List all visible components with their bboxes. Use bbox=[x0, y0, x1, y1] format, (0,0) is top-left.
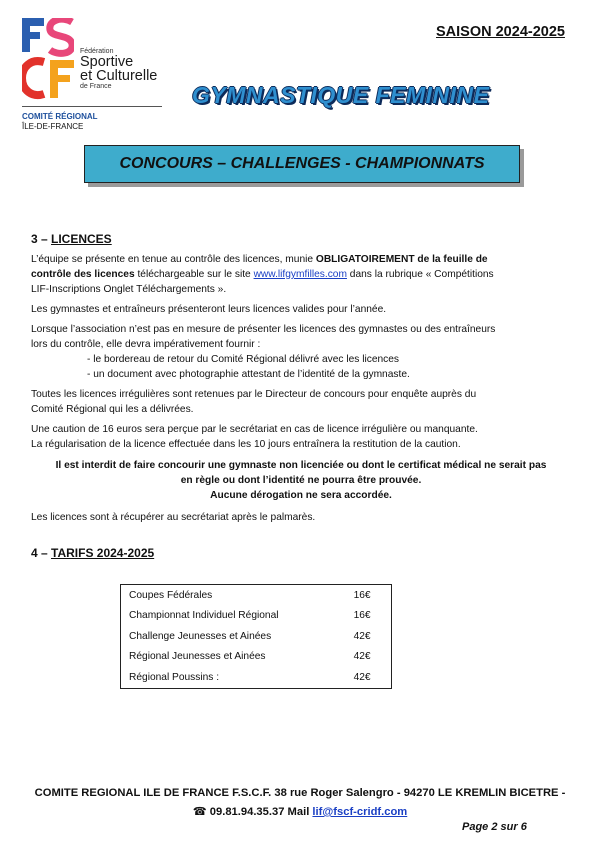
title-banner bbox=[84, 145, 520, 183]
organization-name bbox=[80, 48, 157, 90]
warning-line-1: Il est interdit de faire concourir une gymnaste non licenciée ou dont le certificat médical ne serait pas bbox=[55, 460, 547, 471]
paragraph-valid-licences: Les gymnastes et entraîneurs présenteront leurs licences valides pour l’année. bbox=[31, 304, 387, 315]
table-row bbox=[121, 667, 392, 688]
section-4-heading bbox=[31, 546, 154, 560]
p3-line-1: Lorsque l’association n’est pas en mesure de présenter les licences des gymnastes ou des entraîneurs bbox=[31, 324, 496, 335]
p1-line-2 bbox=[31, 267, 571, 282]
paragraph-deposit bbox=[31, 422, 571, 452]
table-row bbox=[121, 606, 392, 627]
tarif-label: Régional Jeunesses et Ainées bbox=[129, 651, 266, 663]
section-4-number: 4 – bbox=[31, 546, 52, 560]
tarif-price: 42€ bbox=[353, 630, 371, 642]
org-big-2: et Culturelle bbox=[80, 68, 158, 84]
comite-label bbox=[22, 112, 98, 132]
page-number: Page 2 sur 6 bbox=[462, 821, 527, 833]
tarif-label: Régional Poussins : bbox=[129, 671, 220, 683]
p1-text-a: L’équipe se présente en tenue au contrôle des licences, munie bbox=[31, 254, 316, 265]
tarifs-table bbox=[120, 584, 392, 689]
footer-address: COMITE REGIONAL ILE DE FRANCE F.S.C.F. 38 rue Roger Salengro - 94270 LE KREMLIN BICETRE - bbox=[34, 787, 566, 799]
tarif-price: 16€ bbox=[353, 610, 371, 622]
warning-line-2: en règle ou dont l’identité ne pourra être prouvée. bbox=[180, 475, 422, 486]
season-label: SAISON 2024-2025 bbox=[436, 24, 565, 40]
section-3-title: LICENCES bbox=[51, 232, 112, 246]
p3-line-2: lors du contrôle, elle devra impérativement fournir : bbox=[31, 339, 261, 350]
org-small-1: Fédération bbox=[80, 48, 114, 55]
logo-divider bbox=[22, 106, 162, 107]
comite-line-2: ÎLE-DE-FRANCE bbox=[22, 122, 84, 131]
p3-list-item-2: - un document avec photographie attestant de l’identité de la gymnaste. bbox=[87, 369, 410, 380]
p4-line-2: Comité Régional qui les a délivrées. bbox=[31, 404, 194, 415]
warning-paragraph bbox=[31, 458, 571, 503]
paragraph-licence-control bbox=[31, 252, 571, 297]
tarif-price: 16€ bbox=[353, 589, 371, 601]
section-3-heading bbox=[31, 232, 112, 246]
p4-line-1: Toutes les licences irrégulières sont retenues par le Directeur de concours pour enquête auprès du bbox=[31, 389, 477, 400]
org-small-2: de France bbox=[80, 83, 112, 90]
table-row bbox=[121, 647, 392, 668]
warning-line-3: Aucune dérogation ne sera accordée. bbox=[210, 490, 392, 501]
comite-line-1: COMITÉ RÉGIONAL bbox=[22, 112, 98, 121]
table-row bbox=[121, 585, 392, 606]
section-4-title: TARIFS 2024-2025 bbox=[51, 546, 155, 560]
tarif-label: Championnat Individuel Régional bbox=[129, 610, 279, 622]
p1-line-3: LIF-Inscriptions Onglet Téléchargements ». bbox=[31, 284, 227, 295]
tarif-price: 42€ bbox=[353, 671, 371, 683]
tarif-label: Challenge Jeunesses et Ainées bbox=[129, 630, 272, 642]
email-link[interactable]: lif@fscf-cridf.com bbox=[312, 806, 408, 818]
p1-bold-b: OBLIGATOIREMENT de la feuille de bbox=[315, 254, 488, 265]
tarif-label: Coupes Fédérales bbox=[129, 589, 213, 601]
footer-phone: 09.81.94.35.37 Mail bbox=[206, 806, 313, 818]
section-3-number: 3 – bbox=[31, 232, 52, 246]
paragraph-missing-licences bbox=[31, 322, 571, 382]
p1-text-e: dans la rubrique « Compétitions bbox=[346, 269, 494, 280]
p5-line-2: La régularisation de la licence effectuée dans les 10 jours entraînera la restitution de la caution. bbox=[31, 439, 461, 450]
p3-list-item-1: - le bordereau de retour du Comité Régional délivré avec les licences bbox=[87, 354, 400, 365]
org-big-1: Sportive bbox=[80, 54, 134, 70]
p1-line-1 bbox=[31, 252, 571, 267]
paragraph-collect-licences: Les licences sont à récupérer au secrétariat après le palmarès. bbox=[31, 512, 316, 523]
website-link[interactable]: www.lifgymfilles.com bbox=[253, 269, 347, 280]
p5-line-1: Une caution de 16 euros sera perçue par le secrétariat en cas de licence irrégulière ou manquante. bbox=[31, 424, 478, 435]
fscf-logo-mark-icon bbox=[22, 18, 74, 100]
discipline-title: GYMNASTIQUE FEMININE bbox=[192, 82, 490, 108]
telephone-icon: ☎ bbox=[192, 806, 207, 818]
banner-title: CONCOURS – CHALLENGES - CHAMPIONNATS bbox=[119, 155, 485, 172]
tarif-price: 42€ bbox=[353, 651, 371, 663]
paragraph-irregular-licences bbox=[31, 387, 571, 417]
table-row bbox=[121, 626, 392, 647]
p1-bold-c: contrôle des licences bbox=[31, 269, 135, 280]
footer-contact bbox=[0, 805, 600, 818]
fscf-logo bbox=[22, 18, 74, 100]
p1-text-d: téléchargeable sur le site bbox=[134, 269, 254, 280]
